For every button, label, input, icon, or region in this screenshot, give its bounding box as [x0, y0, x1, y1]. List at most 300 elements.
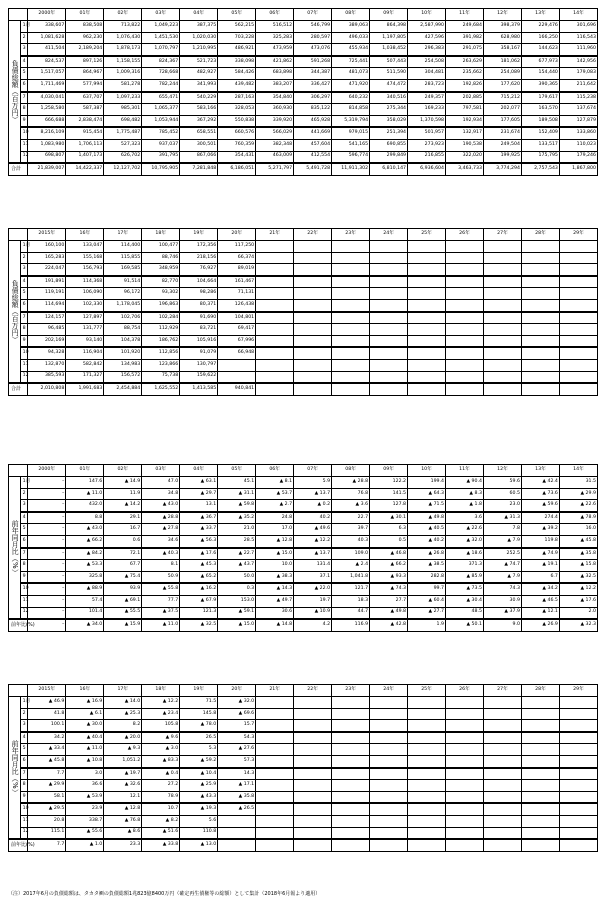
data-cell: 1,878,173 [104, 44, 142, 56]
data-cell: 134,983 [104, 359, 142, 371]
data-cell: 838,508 [66, 21, 104, 33]
data-cell [294, 324, 332, 336]
data-cell: 166,250 [521, 32, 559, 44]
data-cell: 300,501 [180, 139, 218, 151]
table-row [9, 151, 598, 163]
data-cell: 782,244 [142, 79, 180, 91]
total-cell [483, 383, 521, 396]
data-cell: 144,623 [521, 44, 559, 56]
data-cell: 2,838,474 [66, 115, 104, 127]
month-label: 5 [20, 288, 27, 300]
data-cell: ▲ 13.7 [294, 548, 332, 560]
data-cell [332, 791, 370, 803]
data-cell [483, 803, 521, 815]
year-header: 02年 [104, 465, 142, 477]
data-cell: ▲ 3.0 [142, 744, 180, 756]
data-cell: 36.6 [66, 780, 104, 792]
data-cell [218, 359, 256, 371]
data-cell [332, 768, 370, 780]
data-cell: 690,855 [370, 139, 408, 151]
data-cell: ▲ 49.8 [408, 512, 446, 524]
data-cell: 441,669 [294, 127, 332, 139]
data-cell: 45.1 [218, 477, 256, 489]
data-cell: ▲ 56.3 [180, 535, 218, 547]
data-cell: ▲ 8.1 [256, 477, 294, 489]
data-cell: ▲ 17.1 [218, 780, 256, 792]
data-cell [559, 815, 597, 827]
data-cell [483, 299, 521, 311]
data-cell: 6.3 [370, 524, 408, 536]
data-cell: 496,033 [332, 32, 370, 44]
data-cell [483, 755, 521, 767]
data-cell: 1,210,995 [180, 44, 218, 56]
data-cell: 457,604 [294, 139, 332, 151]
data-cell: 322,020 [446, 151, 484, 163]
data-cell: – [28, 571, 66, 583]
total-cell: ▲ 42.8 [370, 619, 408, 632]
data-cell: 658,551 [180, 127, 218, 139]
data-cell: 340,516 [370, 92, 408, 104]
data-cell: 82,770 [142, 276, 180, 288]
data-cell [559, 697, 597, 709]
data-cell: 58.1 [28, 791, 66, 803]
data-cell: 6.7 [521, 571, 559, 583]
data-cell: 511,590 [370, 68, 408, 80]
data-cell: 131,777 [66, 324, 104, 336]
data-cell [521, 708, 559, 720]
data-cell [408, 288, 446, 300]
table-row [9, 324, 598, 336]
data-cell [483, 252, 521, 264]
data-cell: 254,508 [408, 56, 446, 68]
total-cell: ▲ 34.0 [66, 619, 104, 632]
month-label: 5 [20, 68, 27, 80]
data-cell: ▲ 28.8 [142, 512, 180, 524]
data-cell: 283,723 [408, 79, 446, 91]
data-cell: ▲ 39.2 [521, 524, 559, 536]
data-cell [408, 359, 446, 371]
data-cell: ▲ 73.5 [446, 583, 484, 595]
data-cell: 91,514 [104, 276, 142, 288]
data-cell [218, 371, 256, 383]
total-cell: ▲ 33.8 [142, 839, 180, 852]
total-cell [446, 839, 484, 852]
data-cell: ▲ 74.9 [521, 548, 559, 560]
month-label: 6 [20, 79, 27, 91]
total-cell: 5,271,797 [256, 163, 294, 176]
data-cell [218, 815, 256, 827]
data-cell: 177,605 [483, 115, 521, 127]
data-cell [294, 755, 332, 767]
data-cell: 1,076,430 [104, 32, 142, 44]
total-cell: 2,757,543 [521, 163, 559, 176]
data-cell: 937,037 [142, 139, 180, 151]
data-cell: 28.5 [218, 535, 256, 547]
data-cell: 40.3 [332, 535, 370, 547]
table-row [9, 92, 598, 104]
data-cell: 587,387 [66, 104, 104, 116]
total-cell [408, 383, 446, 396]
data-cell: 50.9 [142, 571, 180, 583]
data-cell [483, 347, 521, 359]
data-cell: ▲ 12.2 [294, 535, 332, 547]
data-cell [559, 241, 597, 253]
total-row [9, 383, 598, 396]
data-cell: 360,930 [256, 104, 294, 116]
data-cell: 325.8 [66, 571, 104, 583]
data-cell: 2.0 [559, 607, 597, 619]
data-cell [408, 720, 446, 732]
data-cell [559, 312, 597, 324]
data-cell [559, 347, 597, 359]
data-cell: 306,297 [294, 92, 332, 104]
data-cell: 145.8 [180, 708, 218, 720]
data-cell [332, 720, 370, 732]
data-cell: ▲ 42.4 [521, 477, 559, 489]
data-cell [521, 241, 559, 253]
data-cell [408, 755, 446, 767]
data-cell: ▲ 30.1 [370, 512, 408, 524]
data-cell: 216,855 [408, 151, 446, 163]
data-cell: 102,706 [104, 312, 142, 324]
data-cell: 824,367 [142, 56, 180, 68]
data-cell: 864,967 [66, 68, 104, 80]
month-label: 6 [20, 299, 27, 311]
data-cell [294, 720, 332, 732]
data-cell: 89,019 [218, 264, 256, 276]
year-header: 28年 [521, 229, 559, 241]
month-label: 9 [20, 791, 27, 803]
footnote: （注）2017年6月の負債総額は、タカタ㈱の負債総額1兆823億8400万円（確定再生債権等の総額）として集計（2018年6月報より適用） [8, 891, 321, 897]
year-header: 2015年 [28, 229, 66, 241]
data-cell: 8,216,109 [28, 127, 66, 139]
data-cell [483, 335, 521, 347]
data-cell [446, 324, 484, 336]
data-cell: 814,858 [332, 104, 370, 116]
data-cell [332, 359, 370, 371]
year-header: 03年 [142, 465, 180, 477]
total-label: 前年比(%) [9, 619, 28, 632]
year-header: 16年 [66, 685, 104, 697]
data-cell: 57.3 [218, 755, 256, 767]
data-cell: ▲ 28.8 [332, 477, 370, 489]
data-cell: 655,471 [142, 92, 180, 104]
year-header: 10年 [408, 9, 446, 21]
data-cell: 60.5 [483, 488, 521, 500]
data-cell: ▲ 32.0 [218, 697, 256, 709]
data-cell: 100.1 [28, 720, 66, 732]
data-cell [408, 791, 446, 803]
data-cell [294, 780, 332, 792]
table-row [9, 583, 598, 595]
data-cell [370, 371, 408, 383]
data-cell [521, 335, 559, 347]
data-cell: 354,431 [218, 151, 256, 163]
data-cell [370, 335, 408, 347]
data-cell: 137,674 [559, 104, 597, 116]
data-cell: 156,793 [66, 264, 104, 276]
data-cell: 179,083 [559, 68, 597, 80]
month-label: 11 [20, 595, 27, 607]
year-header: 01年 [66, 9, 104, 21]
data-cell: 864,398 [370, 21, 408, 33]
data-cell: 102,284 [142, 312, 180, 324]
data-cell [256, 359, 294, 371]
month-label: 11 [20, 359, 27, 371]
year-header: 11年 [446, 465, 484, 477]
data-cell: 1,258,580 [28, 104, 66, 116]
month-label: 7 [20, 768, 27, 780]
data-cell: ▲ 26.8 [408, 548, 446, 560]
data-cell: ▲ 43.0 [142, 500, 180, 512]
month-label: 11 [20, 139, 27, 151]
table-row [9, 139, 598, 151]
data-cell: 231,674 [483, 127, 521, 139]
data-cell: 291,075 [446, 44, 484, 56]
data-cell [446, 720, 484, 732]
total-cell [332, 839, 370, 852]
data-cell: 338.7 [66, 815, 104, 827]
data-cell: 39.7 [332, 524, 370, 536]
data-cell [370, 768, 408, 780]
data-cell [370, 252, 408, 264]
data-cell: – [28, 607, 66, 619]
data-cell: 202,885 [446, 92, 484, 104]
data-cell: 105.8 [142, 720, 180, 732]
data-cell: 1,049,223 [142, 21, 180, 33]
data-cell: 1,051.2 [104, 755, 142, 767]
table-row [9, 512, 598, 524]
data-cell [483, 288, 521, 300]
data-cell: – [28, 524, 66, 536]
month-label: 3 [20, 720, 27, 732]
data-cell: ▲ 59.8 [218, 500, 256, 512]
month-label: 3 [20, 264, 27, 276]
debt-table-2015-2029-block [8, 228, 598, 396]
debt-table-2015-2029 [8, 228, 598, 396]
data-cell: 501,957 [408, 127, 446, 139]
data-cell [256, 768, 294, 780]
data-cell [370, 791, 408, 803]
data-cell: ▲ 69.6 [218, 708, 256, 720]
data-cell: 252.5 [483, 548, 521, 560]
data-cell: ▲ 45.8 [28, 755, 66, 767]
debt-table-2000-2014-block [8, 8, 598, 176]
year-header: 29年 [559, 685, 597, 697]
total-cell [408, 839, 446, 852]
data-cell: ▲ 22.6 [446, 524, 484, 536]
data-cell: 116,543 [559, 32, 597, 44]
data-cell: ▲ 40.3 [142, 548, 180, 560]
year-header: 09年 [370, 465, 408, 477]
data-cell: ▲ 14.3 [256, 583, 294, 595]
month-label: 8 [20, 104, 27, 116]
data-cell: ▲ 74.3 [370, 583, 408, 595]
data-cell: ▲ 10.4 [180, 768, 218, 780]
year-header: 25年 [408, 685, 446, 697]
data-cell: 211,642 [559, 79, 597, 91]
data-cell: 273,923 [408, 139, 446, 151]
data-cell: ▲ 29.7 [180, 488, 218, 500]
data-cell [294, 347, 332, 359]
data-cell: 7.7 [28, 768, 66, 780]
data-cell [559, 791, 597, 803]
year-header: 24年 [370, 685, 408, 697]
data-cell [483, 815, 521, 827]
data-cell: 550,838 [218, 115, 256, 127]
data-cell: ▲ 43.3 [180, 791, 218, 803]
total-cell [559, 839, 597, 852]
data-cell [294, 371, 332, 383]
data-cell: – [28, 535, 66, 547]
data-cell: ▲ 32.6 [104, 780, 142, 792]
data-cell: ▲ 55.6 [66, 827, 104, 839]
data-cell [294, 312, 332, 324]
data-cell [521, 288, 559, 300]
data-cell: 338,098 [218, 56, 256, 68]
data-cell [332, 288, 370, 300]
data-cell [256, 335, 294, 347]
data-cell [370, 347, 408, 359]
header-row [9, 229, 598, 241]
data-cell: 19.7 [294, 595, 332, 607]
data-cell: 698,807 [28, 151, 66, 163]
data-cell [446, 241, 484, 253]
data-cell: 165,283 [28, 252, 66, 264]
total-cell: ▲ 50.1 [446, 619, 484, 632]
data-cell: ▲ 73.6 [521, 488, 559, 500]
total-label: 合計 [9, 163, 28, 176]
month-label: 1月 [20, 477, 27, 489]
month-label: 7 [20, 312, 27, 324]
table-row [9, 560, 598, 572]
data-cell: 474,472 [370, 79, 408, 91]
data-cell [483, 744, 521, 756]
data-cell: ▲ 85.9 [446, 571, 484, 583]
data-cell [294, 744, 332, 756]
total-cell [446, 383, 484, 396]
data-cell: ▲ 0.2 [294, 500, 332, 512]
data-cell [256, 241, 294, 253]
total-cell: ▲ 32.3 [559, 619, 597, 632]
data-cell: 153.0 [218, 595, 256, 607]
data-cell: 202,077 [483, 104, 521, 116]
data-cell [256, 744, 294, 756]
yoy-table-2000-2014 [8, 464, 598, 632]
header-row [9, 465, 598, 477]
data-cell: ▲ 32.5 [559, 571, 597, 583]
month-label: 2 [20, 708, 27, 720]
data-cell: 358,029 [370, 115, 408, 127]
data-cell [446, 335, 484, 347]
data-cell: 1,053,944 [142, 115, 180, 127]
data-cell [559, 359, 597, 371]
data-cell: 1,197,805 [370, 32, 408, 44]
data-cell [256, 780, 294, 792]
data-cell: 703,228 [218, 32, 256, 44]
data-cell: ▲ 11.0 [66, 488, 104, 500]
table-row [9, 607, 598, 619]
data-cell [408, 815, 446, 827]
data-cell [370, 264, 408, 276]
data-cell: 383,207 [256, 79, 294, 91]
data-cell [483, 791, 521, 803]
data-cell: ▲ 12.8 [104, 803, 142, 815]
data-cell: 159,622 [180, 371, 218, 383]
data-cell: ▲ 45.3 [180, 560, 218, 572]
data-cell: ▲ 35.2 [218, 512, 256, 524]
data-cell: ▲ 13.7 [294, 488, 332, 500]
data-cell: 1,451,530 [142, 32, 180, 44]
data-cell [370, 755, 408, 767]
data-cell: ▲ 18.6 [446, 548, 484, 560]
data-cell: 249,504 [483, 139, 521, 151]
year-header: 29年 [559, 229, 597, 241]
data-cell [370, 815, 408, 827]
total-cell: 1,413,585 [180, 383, 218, 396]
data-cell [559, 288, 597, 300]
data-cell: ▲ 0.4 [142, 768, 180, 780]
data-cell: ▲ 7.9 [483, 571, 521, 583]
table-row [9, 720, 598, 732]
data-cell: 132,917 [446, 127, 484, 139]
table-row [9, 359, 598, 371]
data-cell: 93,140 [66, 335, 104, 347]
data-cell: ▲ 15.8 [559, 560, 597, 572]
data-cell: 275,344 [370, 104, 408, 116]
data-cell: 111,960 [559, 44, 597, 56]
data-cell: ▲ 14.9 [104, 477, 142, 489]
data-cell: ▲ 67.9 [180, 595, 218, 607]
table-row [9, 815, 598, 827]
year-header: 22年 [294, 229, 332, 241]
data-cell [408, 312, 446, 324]
year-header: 19年 [180, 229, 218, 241]
total-cell: 11,911,302 [332, 163, 370, 176]
table-row [9, 241, 598, 253]
data-cell: 1,178,045 [104, 299, 142, 311]
data-cell: 4,030,041 [28, 92, 66, 104]
data-cell: ▲ 40.5 [408, 524, 446, 536]
data-cell [446, 288, 484, 300]
data-cell: 0.6 [104, 535, 142, 547]
data-cell: 69,417 [218, 324, 256, 336]
data-cell [521, 827, 559, 839]
data-cell [521, 732, 559, 744]
data-cell: 1,041.8 [332, 571, 370, 583]
total-cell: 21,839,007 [28, 163, 66, 176]
data-cell: 21.0 [218, 524, 256, 536]
data-cell: 66,948 [218, 347, 256, 359]
data-cell: 677,973 [521, 56, 559, 68]
data-cell: 3.6 [446, 512, 484, 524]
data-cell: 13.1 [180, 500, 218, 512]
data-cell: 274.4 [521, 512, 559, 524]
month-label: 4 [20, 276, 27, 288]
data-cell: 27.7 [370, 595, 408, 607]
data-cell: 897,126 [66, 56, 104, 68]
total-cell [218, 839, 256, 852]
data-cell: ▲ 66.2 [66, 535, 104, 547]
data-cell: 979,015 [332, 127, 370, 139]
data-cell: ▲ 12.2 [559, 583, 597, 595]
table-row [9, 488, 598, 500]
year-header: 25年 [408, 229, 446, 241]
data-cell: 80,371 [180, 299, 218, 311]
corner-cell [9, 685, 28, 697]
month-label: 1月 [20, 21, 27, 33]
year-header: 26年 [446, 229, 484, 241]
